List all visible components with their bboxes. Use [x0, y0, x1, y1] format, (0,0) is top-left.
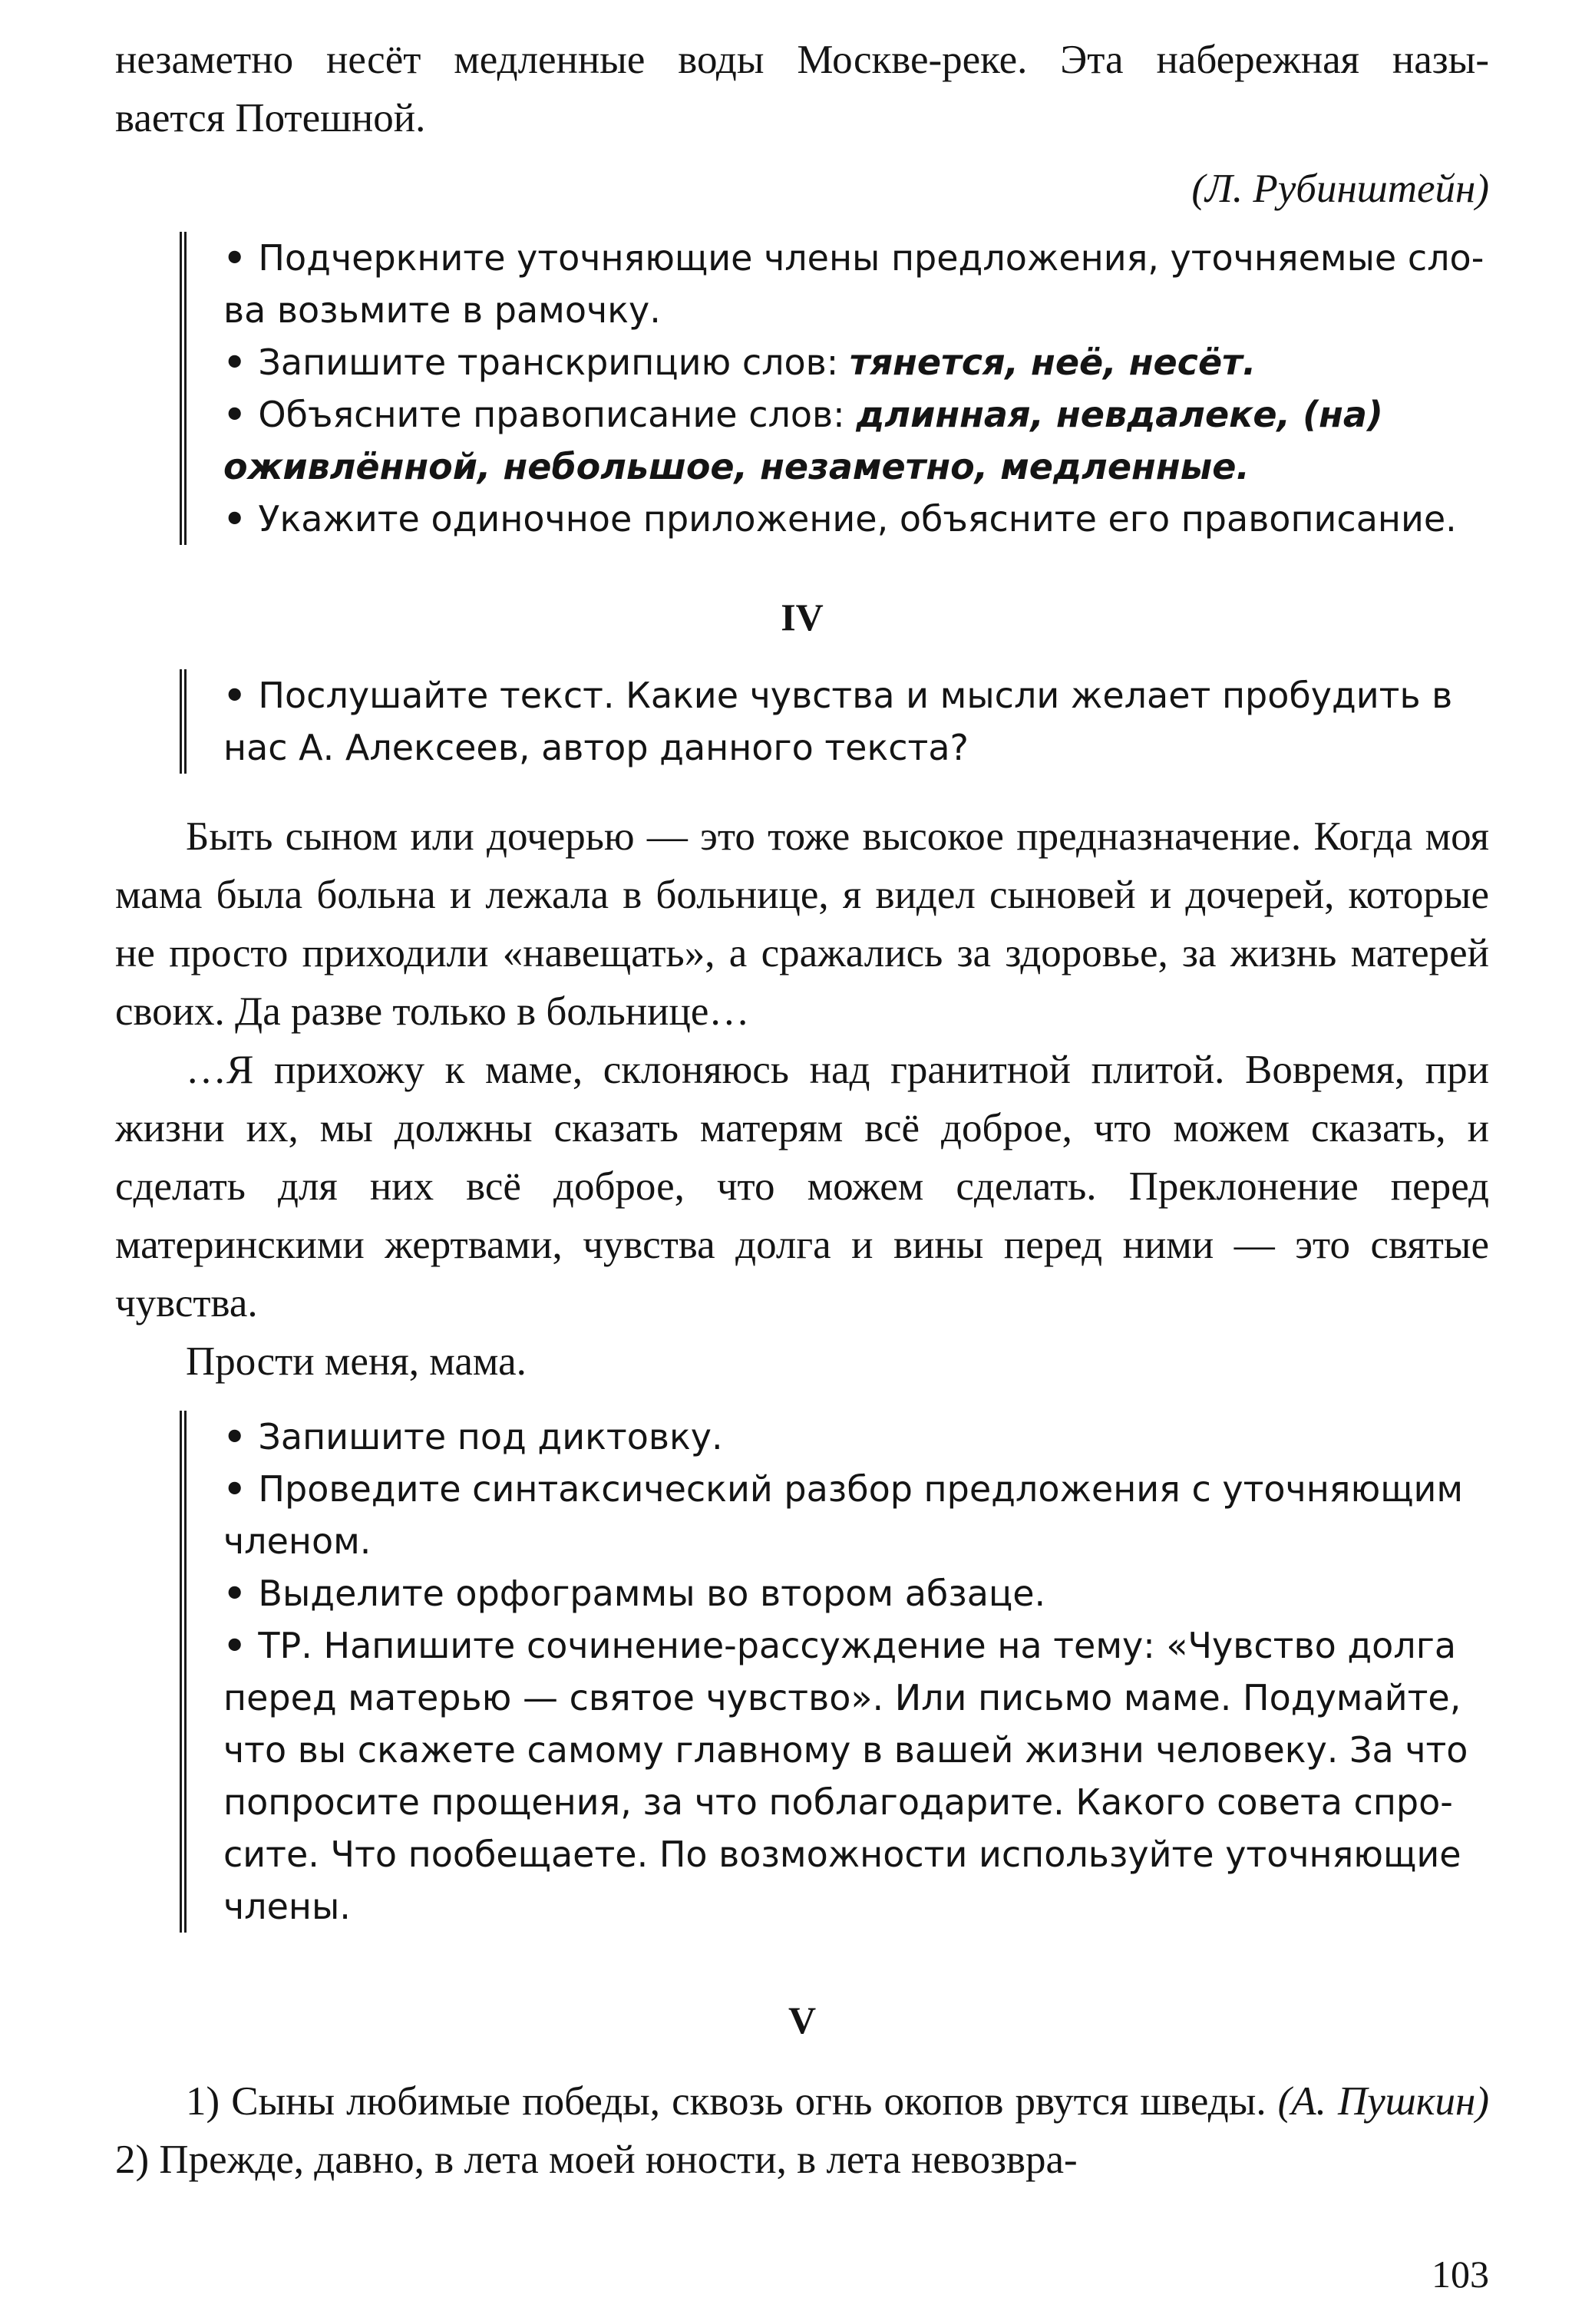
task-item: • Проведите синтаксический разбор предложения с уточняющим членом.: [223, 1463, 1489, 1567]
text-segment: 1) Сыны любимые победы, сквозь огнь окопов рвутся шведы.: [186, 2079, 1278, 2124]
task-item: • Послушайте текст. Какие чувства и мысли желает пробудить в нас А. Алексеев, автор данного текста?: [223, 669, 1489, 774]
paragraph: …Я прихожу к маме, склоняюсь над гранитной плитой. Вовремя, при жизни их, мы должны сказать матерям всё доброе, что можем сказать, и сделать для них всё доброе, что можем сделать. Преклонение перед материнскими жертвами, чувства долга и вины перед ними — это святые чувства.: [115, 1048, 1489, 1325]
task-block-2: [180, 669, 1489, 774]
intro-line-2: вается Потешной.: [115, 96, 426, 140]
task-item: • Укажите одиночное приложение, объясните его правописание.: [223, 493, 1489, 545]
paragraph-v: [115, 2072, 1489, 2189]
task-item: • Запишите транскрипцию слов: тянется, неё, несёт.: [223, 336, 1489, 388]
task-item: • Выделите орфограммы во втором абзаце.: [223, 1567, 1489, 1619]
section-heading-iv: IV: [781, 596, 824, 639]
text-segment: 2) Прежде, давно, в лета моей юности, в лета невозвра-: [115, 2137, 1078, 2182]
page: [115, 31, 1489, 2189]
task-block-3: [180, 1411, 1489, 1933]
task-item: • Объясните правописание слов: длинная, невдалеке, (на) оживлённой, небольшое, незаметно, медленные.: [223, 388, 1489, 493]
paragraph: Прости меня, мама.: [186, 1339, 527, 1384]
task-block-1: [180, 232, 1489, 545]
author-name: (А. Пушкин): [1277, 2079, 1489, 2124]
text-iv: [115, 807, 1489, 1391]
paragraph: Быть сыном или дочерью — это тоже высокое предназначение. Когда моя мама была больна и лежала в больнице, я видел сыновей и дочерей, которые не просто приходили «навещать», а сражались за здоровье, за жизнь матерей своих. Да разве только в больнице…: [115, 814, 1489, 1034]
intro-line-1: незаметно несёт медленные воды Москве-реке. Эта набережная назы-: [115, 38, 1489, 82]
attribution: (Л. Рубинштейн): [1191, 167, 1489, 211]
task-item: • Подчеркните уточняющие члены предложения, уточняемые слова возьмите в рамочку.: [223, 232, 1489, 336]
task-item: • ТР. Напишите сочинение-рассуждение на тему: «Чувство долга перед матерью — святое чувство». Или письмо маме. Подумайте, что вы скажете самому главному в вашей жизни человеку. За что попросите прощения, за что поблагодарите. Какого совета спросите. Что пообещаете. По возможности используйте уточняющие члены.: [223, 1619, 1489, 1933]
section-heading-v: V: [788, 1999, 817, 2042]
page-number: 103: [1432, 2253, 1489, 2296]
task-item: • Запишите под диктовку.: [223, 1411, 1489, 1463]
